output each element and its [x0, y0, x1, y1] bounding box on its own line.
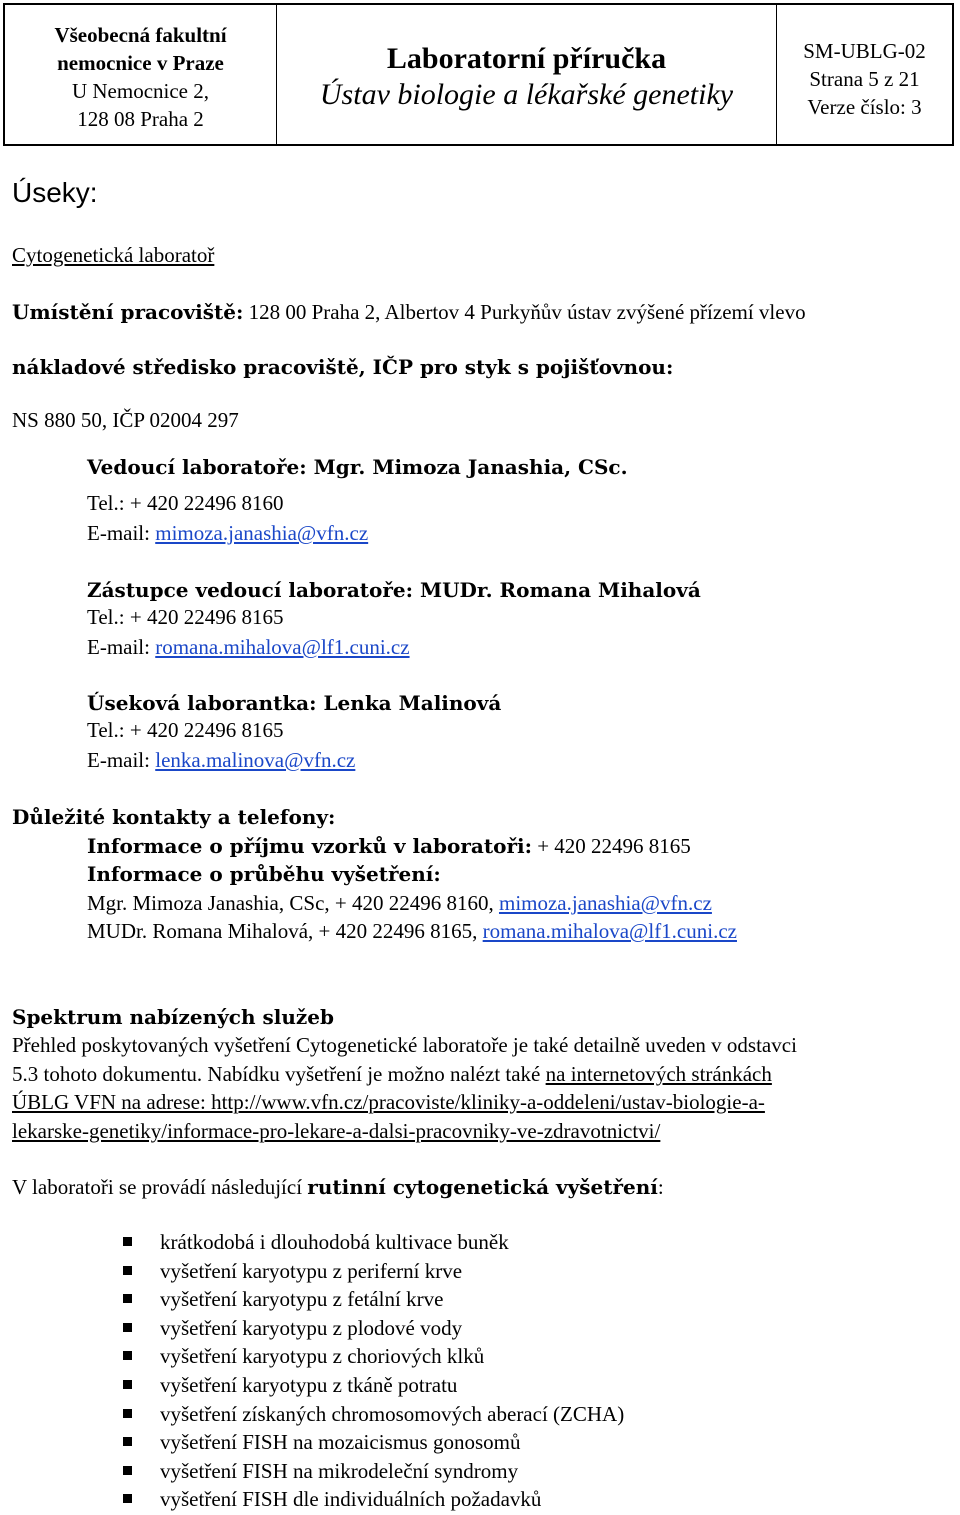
email-link[interactable]: lenka.malinova@vfn.cz — [155, 748, 356, 772]
services-text-line — [12, 1062, 772, 1087]
list-item-text: vyšetření karyotypu z choriových klků — [160, 1344, 485, 1369]
website-url-line[interactable]: ÚBLG VFN na adrese: http://www.vfn.cz/pracoviste/kliniky-a-oddeleni/ustav-biologie-a- — [12, 1090, 765, 1114]
doc-code: SM-UBLG-02 — [803, 39, 926, 63]
org-address-line1: U Nemocnice 2, — [71, 79, 210, 103]
routine-intro-text: V laboratoři se provádí následující — [12, 1175, 308, 1199]
list-item — [118, 1371, 624, 1400]
routine-intro-colon: : — [657, 1175, 664, 1199]
list-item-text: vyšetření FISH na mikrodeleční syndromy — [160, 1458, 519, 1483]
contact-role: Úseková laborantka: Lenka Malinová — [87, 691, 502, 715]
bullet-square-icon — [123, 1409, 132, 1418]
important-contacts-title: Důležité kontakty a telefony: — [12, 805, 336, 829]
email-link[interactable]: romana.mihalova@lf1.cuni.cz — [482, 919, 737, 943]
page-number: Strana 5 z 21 — [809, 67, 920, 91]
email-link[interactable]: mimoza.janashia@vfn.cz — [498, 891, 712, 915]
list-item-text: vyšetření získaných chromosomových aberací (ZCHA) — [160, 1401, 625, 1426]
routine-exam-list — [118, 1228, 624, 1514]
list-item-text: vyšetření FISH dle individuálních požadavků — [160, 1487, 542, 1512]
lab-name: Cytogenetická laboratoř — [12, 243, 215, 267]
progress-contact-text: Mgr. Mimoza Janashia, CSc, + 420 22496 8160, — [87, 891, 499, 915]
services-text-line: Přehled poskytovaných vyšetření Cytogenetické laboratoře je také detailně uveden v odstavci — [12, 1033, 797, 1057]
contact-email-line — [87, 635, 410, 660]
list-item-text: vyšetření FISH na mozaicismus gonosomů — [160, 1430, 521, 1455]
email-label: E-mail: — [87, 635, 156, 659]
section-title: Úseky: — [12, 177, 98, 208]
location-label: Umístění pracoviště: — [12, 300, 244, 324]
contact-role: Zástupce vedoucí laboratoře: MUDr. Romana Mihalová — [87, 578, 701, 602]
bullet-square-icon — [123, 1351, 132, 1360]
list-item — [118, 1485, 624, 1514]
contact-phone: Tel.: + 420 22496 8165 — [87, 605, 284, 629]
list-item — [118, 1285, 624, 1314]
progress-info-label: Informace o průběhu vyšetření: — [87, 862, 441, 886]
org-address-line2: 128 08 Praha 2 — [77, 107, 204, 131]
email-label: E-mail: — [87, 521, 156, 545]
routine-intro-bold: rutinní cytogenetická vyšetření — [307, 1175, 658, 1199]
bullet-square-icon — [123, 1380, 132, 1389]
bullet-square-icon — [123, 1237, 132, 1246]
bullet-square-icon — [123, 1294, 132, 1303]
list-item — [118, 1228, 624, 1257]
location-value: 128 00 Praha 2, Albertov 4 Purkyňův ústav zvýšené přízemí vlevo — [248, 300, 806, 324]
document-subtitle: Ústav biologie a lékařské genetiky — [319, 78, 734, 111]
document-title: Laboratorní příručka — [386, 42, 667, 75]
routine-intro — [12, 1175, 664, 1200]
progress-contact-line — [87, 891, 712, 916]
org-name-line1: Všeobecná fakultní — [54, 23, 227, 47]
list-item — [118, 1314, 624, 1343]
intake-info-line — [87, 834, 691, 859]
list-item-text: krátkodobá i dlouhodobá kultivace buněk — [160, 1230, 509, 1254]
title-block — [277, 5, 777, 144]
bullet-square-icon — [123, 1323, 132, 1332]
contact-phone: Tel.: + 420 22496 8165 — [87, 718, 284, 742]
website-link[interactable]: na internetových stránkách — [545, 1062, 772, 1086]
bullet-square-icon — [123, 1437, 132, 1446]
contact-email-line — [87, 521, 368, 546]
list-item-text: vyšetření karyotypu z tkáně potratu — [160, 1372, 458, 1397]
email-link[interactable]: mimoza.janashia@vfn.cz — [155, 521, 369, 545]
list-item-text: vyšetření karyotypu z plodové vody — [160, 1315, 463, 1340]
email-link[interactable]: romana.mihalova@lf1.cuni.cz — [155, 635, 410, 659]
organization-block — [5, 5, 277, 144]
intake-label: Informace o příjmu vzorků v laboratoři: — [87, 834, 532, 858]
doc-info-block — [777, 5, 952, 144]
org-name-line2: nemocnice v Praze — [57, 51, 224, 75]
list-item — [118, 1257, 624, 1286]
progress-contact-line — [87, 919, 737, 944]
list-item — [118, 1457, 624, 1486]
list-item — [118, 1428, 624, 1457]
contact-role: Vedoucí laboratoře: Mgr. Mimoza Janashia, CSc. — [87, 455, 628, 479]
document-header — [3, 3, 954, 146]
list-item — [118, 1342, 624, 1371]
website-url-line[interactable]: lekarske-genetiky/informace-pro-lekare-a-dalsi-pracovniky-ve-zdravotnictvi/ — [12, 1119, 661, 1143]
progress-contact-text: MUDr. Romana Mihalová, + 420 22496 8165, — [87, 919, 483, 943]
list-item-text: vyšetření karyotypu z fetální krve — [160, 1287, 444, 1312]
services-text: 5.3 tohoto dokumentu. Nabídku vyšetření je možno nalézt také — [12, 1062, 546, 1086]
intake-value: + 420 22496 8165 — [531, 834, 691, 858]
cost-center-value: NS 880 50, IČP 02004 297 — [12, 408, 239, 432]
services-title: Spektrum nabízených služeb — [12, 1005, 334, 1029]
bullet-square-icon — [123, 1494, 132, 1503]
list-item — [118, 1400, 624, 1429]
bullet-square-icon — [123, 1266, 132, 1275]
list-item-text: vyšetření karyotypu z periferní krve — [160, 1258, 463, 1283]
contact-email-line — [87, 748, 355, 773]
contact-phone: Tel.: + 420 22496 8160 — [87, 491, 284, 515]
version-number: Verze číslo: 3 — [807, 95, 922, 119]
email-label: E-mail: — [87, 748, 156, 772]
location-line — [12, 300, 806, 325]
cost-center-label: nákladové středisko pracoviště, IČP pro styk s pojišťovnou: — [12, 355, 674, 379]
bullet-square-icon — [123, 1466, 132, 1475]
